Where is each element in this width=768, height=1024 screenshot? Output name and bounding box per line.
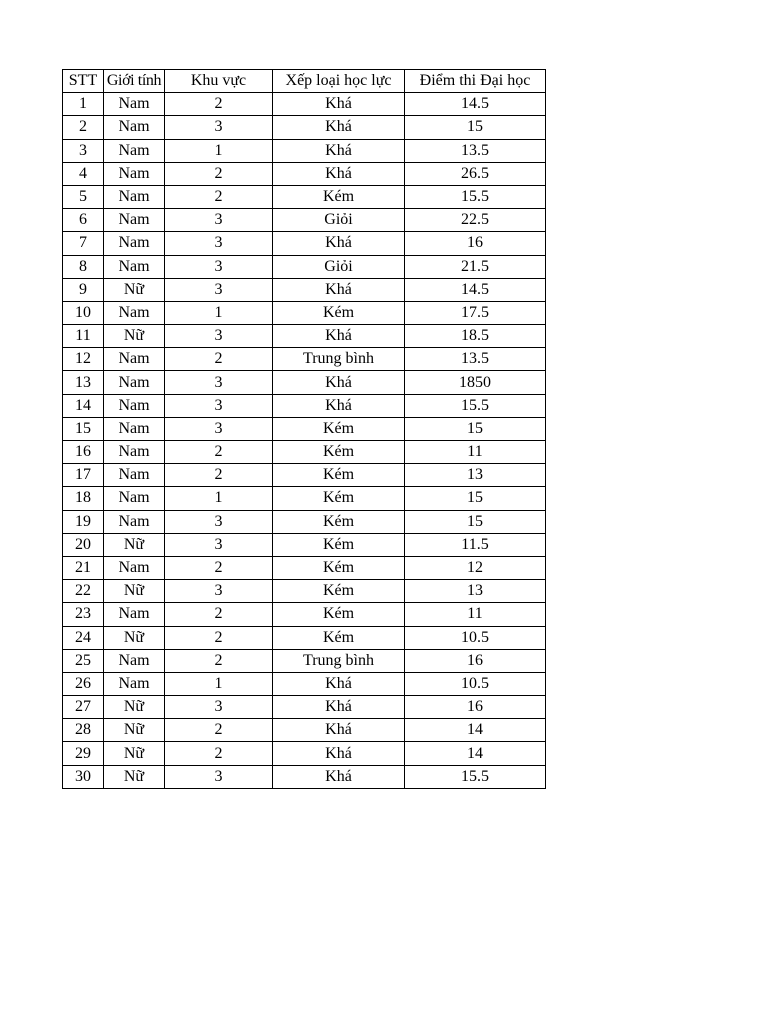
cell-gender: Nam — [104, 441, 165, 464]
cell-stt: 17 — [63, 464, 104, 487]
cell-region: 2 — [165, 719, 273, 742]
cell-stt: 30 — [63, 765, 104, 788]
cell-academic-rank: Khá — [273, 116, 405, 139]
cell-region: 3 — [165, 325, 273, 348]
cell-stt: 13 — [63, 371, 104, 394]
student-table — [62, 69, 546, 789]
cell-gender: Nam — [104, 232, 165, 255]
cell-exam-score: 14.5 — [405, 93, 546, 116]
cell-exam-score: 15 — [405, 487, 546, 510]
cell-exam-score: 13 — [405, 580, 546, 603]
cell-academic-rank: Kém — [273, 441, 405, 464]
cell-gender: Nam — [104, 556, 165, 579]
cell-region: 3 — [165, 255, 273, 278]
table-row — [63, 603, 546, 626]
cell-exam-score: 11 — [405, 603, 546, 626]
cell-stt: 3 — [63, 139, 104, 162]
cell-stt: 2 — [63, 116, 104, 139]
cell-region: 2 — [165, 742, 273, 765]
cell-stt: 11 — [63, 325, 104, 348]
cell-academic-rank: Khá — [273, 394, 405, 417]
cell-academic-rank: Kém — [273, 510, 405, 533]
cell-gender: Nam — [104, 510, 165, 533]
cell-gender: Nam — [104, 672, 165, 695]
cell-stt: 24 — [63, 626, 104, 649]
cell-region: 3 — [165, 696, 273, 719]
table-row — [63, 580, 546, 603]
cell-stt: 21 — [63, 556, 104, 579]
cell-academic-rank: Khá — [273, 371, 405, 394]
cell-exam-score: 22.5 — [405, 209, 546, 232]
cell-academic-rank: Kém — [273, 417, 405, 440]
table-row — [63, 487, 546, 510]
cell-academic-rank: Khá — [273, 672, 405, 695]
cell-exam-score: 17.5 — [405, 301, 546, 324]
table-body — [63, 93, 546, 789]
cell-stt: 26 — [63, 672, 104, 695]
cell-stt: 19 — [63, 510, 104, 533]
cell-region: 3 — [165, 510, 273, 533]
cell-gender: Nữ — [104, 533, 165, 556]
cell-region: 2 — [165, 464, 273, 487]
cell-gender: Nam — [104, 185, 165, 208]
cell-academic-rank: Khá — [273, 162, 405, 185]
cell-academic-rank: Trung bình — [273, 649, 405, 672]
cell-exam-score: 12 — [405, 556, 546, 579]
cell-stt: 9 — [63, 278, 104, 301]
cell-region: 2 — [165, 441, 273, 464]
header-exam-score: Điểm thi Đại học — [405, 70, 546, 93]
cell-academic-rank: Khá — [273, 742, 405, 765]
cell-exam-score: 10.5 — [405, 672, 546, 695]
table-row — [63, 255, 546, 278]
header-region: Khu vực — [165, 70, 273, 93]
cell-region: 3 — [165, 116, 273, 139]
cell-stt: 14 — [63, 394, 104, 417]
table-row — [63, 394, 546, 417]
cell-exam-score: 13.5 — [405, 139, 546, 162]
cell-academic-rank: Kém — [273, 603, 405, 626]
cell-region: 1 — [165, 139, 273, 162]
cell-gender: Nam — [104, 464, 165, 487]
cell-gender: Nam — [104, 116, 165, 139]
cell-gender: Nam — [104, 487, 165, 510]
cell-gender: Nữ — [104, 580, 165, 603]
cell-region: 3 — [165, 533, 273, 556]
cell-exam-score: 10.5 — [405, 626, 546, 649]
cell-academic-rank: Giỏi — [273, 209, 405, 232]
cell-region: 2 — [165, 603, 273, 626]
cell-region: 2 — [165, 556, 273, 579]
cell-academic-rank: Kém — [273, 464, 405, 487]
table-row — [63, 185, 546, 208]
cell-exam-score: 15 — [405, 116, 546, 139]
cell-stt: 10 — [63, 301, 104, 324]
table-row — [63, 209, 546, 232]
cell-exam-score: 15.5 — [405, 394, 546, 417]
cell-region: 1 — [165, 672, 273, 695]
cell-exam-score: 15 — [405, 417, 546, 440]
header-row — [63, 70, 546, 93]
table-row — [63, 417, 546, 440]
table-row — [63, 533, 546, 556]
cell-academic-rank: Khá — [273, 696, 405, 719]
table-row — [63, 278, 546, 301]
cell-exam-score: 18.5 — [405, 325, 546, 348]
table-row — [63, 696, 546, 719]
table-row — [63, 139, 546, 162]
cell-academic-rank: Kém — [273, 487, 405, 510]
cell-exam-score: 11.5 — [405, 533, 546, 556]
table-row — [63, 626, 546, 649]
cell-exam-score: 15.5 — [405, 765, 546, 788]
cell-academic-rank: Trung bình — [273, 348, 405, 371]
cell-region: 3 — [165, 371, 273, 394]
cell-academic-rank: Khá — [273, 325, 405, 348]
cell-gender: Nữ — [104, 626, 165, 649]
cell-gender: Nam — [104, 394, 165, 417]
cell-region: 3 — [165, 209, 273, 232]
cell-gender: Nam — [104, 348, 165, 371]
cell-gender: Nam — [104, 139, 165, 162]
cell-exam-score: 16 — [405, 649, 546, 672]
cell-stt: 25 — [63, 649, 104, 672]
cell-academic-rank: Khá — [273, 232, 405, 255]
header-stt: STT — [63, 70, 104, 93]
cell-exam-score: 16 — [405, 696, 546, 719]
cell-exam-score: 15.5 — [405, 185, 546, 208]
header-gender: Giới tính — [104, 70, 165, 93]
cell-region: 3 — [165, 417, 273, 440]
cell-gender: Nữ — [104, 278, 165, 301]
cell-stt: 4 — [63, 162, 104, 185]
cell-region: 2 — [165, 649, 273, 672]
cell-academic-rank: Kém — [273, 556, 405, 579]
table-row — [63, 556, 546, 579]
cell-stt: 7 — [63, 232, 104, 255]
cell-gender: Nam — [104, 371, 165, 394]
cell-stt: 16 — [63, 441, 104, 464]
cell-stt: 1 — [63, 93, 104, 116]
cell-gender: Nam — [104, 93, 165, 116]
cell-exam-score: 1850 — [405, 371, 546, 394]
cell-gender: Nữ — [104, 696, 165, 719]
table-row — [63, 510, 546, 533]
cell-stt: 20 — [63, 533, 104, 556]
table-row — [63, 672, 546, 695]
header-academic-rank: Xếp loại học lực — [273, 70, 405, 93]
cell-exam-score: 14 — [405, 719, 546, 742]
cell-gender: Nam — [104, 649, 165, 672]
cell-stt: 15 — [63, 417, 104, 440]
cell-stt: 28 — [63, 719, 104, 742]
cell-stt: 22 — [63, 580, 104, 603]
cell-gender: Nam — [104, 162, 165, 185]
table-row — [63, 162, 546, 185]
cell-region: 3 — [165, 394, 273, 417]
cell-academic-rank: Khá — [273, 719, 405, 742]
cell-exam-score: 13 — [405, 464, 546, 487]
cell-region: 2 — [165, 185, 273, 208]
cell-region: 3 — [165, 580, 273, 603]
table-row — [63, 325, 546, 348]
cell-stt: 27 — [63, 696, 104, 719]
cell-academic-rank: Giỏi — [273, 255, 405, 278]
cell-gender: Nữ — [104, 742, 165, 765]
cell-academic-rank: Khá — [273, 765, 405, 788]
cell-gender: Nữ — [104, 765, 165, 788]
cell-gender: Nam — [104, 301, 165, 324]
cell-stt: 23 — [63, 603, 104, 626]
cell-academic-rank: Kém — [273, 301, 405, 324]
table-row — [63, 93, 546, 116]
table-row — [63, 441, 546, 464]
cell-academic-rank: Khá — [273, 93, 405, 116]
table-row — [63, 301, 546, 324]
cell-academic-rank: Kém — [273, 626, 405, 649]
cell-gender: Nam — [104, 417, 165, 440]
cell-region: 3 — [165, 765, 273, 788]
cell-exam-score: 11 — [405, 441, 546, 464]
cell-exam-score: 15 — [405, 510, 546, 533]
cell-exam-score: 14.5 — [405, 278, 546, 301]
cell-region: 3 — [165, 278, 273, 301]
cell-gender: Nữ — [104, 325, 165, 348]
cell-stt: 29 — [63, 742, 104, 765]
cell-academic-rank: Khá — [273, 278, 405, 301]
cell-region: 2 — [165, 348, 273, 371]
cell-region: 1 — [165, 487, 273, 510]
table-row — [63, 232, 546, 255]
cell-region: 2 — [165, 162, 273, 185]
cell-exam-score: 26.5 — [405, 162, 546, 185]
cell-academic-rank: Kém — [273, 185, 405, 208]
table-row — [63, 765, 546, 788]
cell-region: 2 — [165, 626, 273, 649]
cell-gender: Nam — [104, 209, 165, 232]
table-row — [63, 742, 546, 765]
cell-gender: Nam — [104, 255, 165, 278]
cell-exam-score: 13.5 — [405, 348, 546, 371]
table-row — [63, 464, 546, 487]
cell-region: 3 — [165, 232, 273, 255]
cell-exam-score: 21.5 — [405, 255, 546, 278]
table-row — [63, 348, 546, 371]
cell-region: 2 — [165, 93, 273, 116]
cell-academic-rank: Kém — [273, 580, 405, 603]
table-row — [63, 116, 546, 139]
cell-gender: Nữ — [104, 719, 165, 742]
table-row — [63, 371, 546, 394]
cell-region: 1 — [165, 301, 273, 324]
cell-exam-score: 16 — [405, 232, 546, 255]
cell-stt: 18 — [63, 487, 104, 510]
table-row — [63, 649, 546, 672]
cell-academic-rank: Khá — [273, 139, 405, 162]
cell-gender: Nam — [104, 603, 165, 626]
cell-stt: 12 — [63, 348, 104, 371]
table-row — [63, 719, 546, 742]
cell-stt: 8 — [63, 255, 104, 278]
cell-stt: 5 — [63, 185, 104, 208]
cell-stt: 6 — [63, 209, 104, 232]
cell-exam-score: 14 — [405, 742, 546, 765]
cell-academic-rank: Kém — [273, 533, 405, 556]
